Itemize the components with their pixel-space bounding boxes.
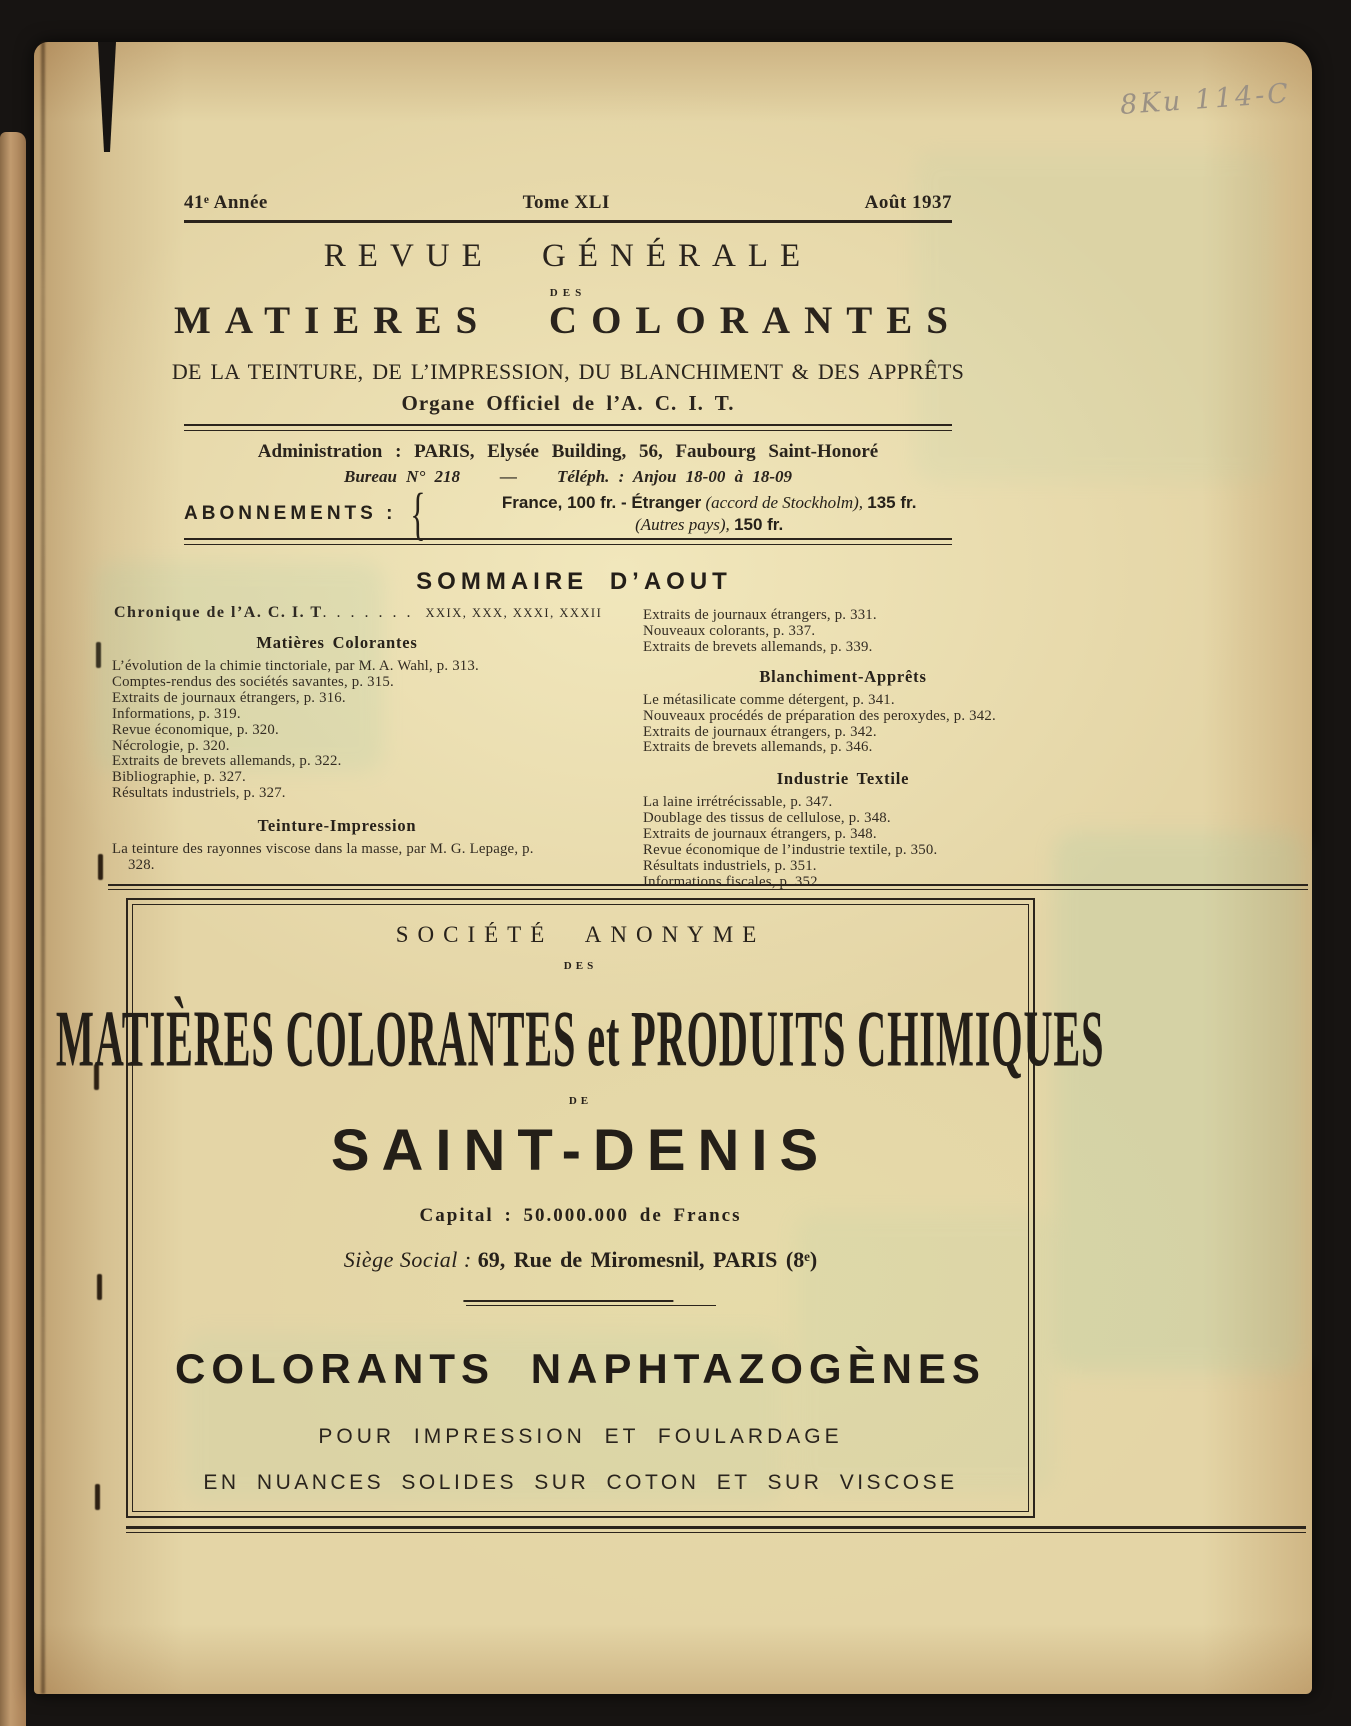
ad-societe-anonyme: SOCIÉTÉ ANONYME: [395, 922, 766, 947]
ad-de: DE: [568, 1095, 593, 1107]
double-rule: [184, 424, 952, 431]
show-through-ghost: [1054, 832, 1304, 1372]
scanned-page: [34, 42, 1312, 1694]
chronique-line: [114, 604, 634, 622]
ad-use-line1: POUR IMPRESSION ET FOULARDAGE: [318, 1425, 843, 1448]
toc-item: Doublage des tissus de cellulose, p. 348.: [643, 810, 891, 827]
book-cover-edge: [0, 132, 26, 1726]
toc-item: Extraits de journaux étrangers, p. 348.: [643, 826, 877, 843]
ad-divider-rule: [466, 1305, 716, 1306]
toc-item: Bibliographie, p. 327.: [112, 769, 246, 786]
issue-volume: Tome XLI: [522, 192, 610, 213]
toc-item: Informations fiscales, p. 352.: [643, 873, 822, 890]
toc-item: Informations, p. 319.: [112, 705, 241, 722]
ad-big-title: MATIÈRES COLORANTES et PRODUITS CHIMIQUES: [56, 994, 1105, 1084]
pencil-annotation: 8Ku 114-C: [1119, 78, 1292, 121]
page-bottom-rule: [126, 1526, 1306, 1533]
toc-item: Extraits de brevets allemands, p. 322.: [112, 753, 342, 770]
toc-section: [112, 816, 562, 874]
brace-glyph: {: [410, 481, 427, 546]
price-line-2: (Autres pays), 150 fr.: [635, 515, 784, 534]
journal-title-line2: MATIERES COLORANTES: [174, 299, 962, 342]
journal-organe: Organe Officiel de l’A. C. I. T.: [401, 391, 735, 415]
journal-title-des: DES: [549, 287, 587, 299]
binding-tear: [92, 42, 122, 152]
toc-item-list: [643, 693, 1043, 757]
toc-section-title: Matières Colorantes: [256, 633, 418, 652]
ad-divider-rule: [463, 1300, 673, 1302]
chronique-pages: XXIX, XXX, XXXI, XXXII: [425, 606, 603, 620]
toc-item: Le métasilicate comme détergent, p. 341.: [643, 691, 895, 708]
bureau-line: [144, 467, 992, 487]
toc-section-title: Teinture-Impression: [257, 816, 417, 836]
advertisement-inner-border: [56, 904, 1105, 1512]
stitch-mark: [98, 854, 103, 880]
toc-item-list: [112, 842, 562, 874]
ad-product-name: COLORANTS NAPHTAZOGÈNES: [175, 1345, 986, 1392]
dot-leader: . . . . . . .: [322, 604, 414, 621]
chronique-label: Chronique de l’A. C. I. T: [114, 604, 323, 621]
toc-item-list: [643, 608, 1043, 656]
toc-item: Extraits de journaux étrangers, p. 342.: [643, 723, 877, 740]
toc-section-title: Industrie Textile: [776, 769, 910, 789]
toc-item: Extraits de brevets allemands, p. 339.: [643, 638, 873, 655]
toc-item: Revue économique de l’industrie textile, p. 350.: [643, 842, 938, 859]
toc-item: La laine irrétrécissable, p. 347.: [643, 794, 833, 811]
issue-date: Août 1937: [864, 192, 952, 213]
toc-item: Extraits de journaux étrangers, p. 316.: [112, 689, 346, 706]
toc-item: Extraits de journaux étrangers, p. 331.: [643, 607, 877, 623]
toc-item: Résultats industriels, p. 351.: [643, 857, 817, 874]
advertisement-box: [56, 898, 1105, 1518]
issue-header: [184, 192, 952, 214]
journal-subtitle: DE LA TEINTURE, DE L’IMPRESSION, DU BLANCHIMENT & DES APPRÊTS: [171, 359, 965, 384]
issue-year: 41ᵉ Année: [184, 192, 268, 213]
toc-item: Comptes-rendus des sociétés savantes, p. 315.: [112, 673, 394, 690]
dash: —: [500, 467, 517, 486]
binding-crease: [41, 42, 45, 1694]
ad-company-name: SAINT-DENIS: [330, 1118, 831, 1183]
toc-section: [643, 667, 1043, 757]
toc-item: L’évolution de la chimie tinctoriale, par M. A. Wahl, p. 313.: [112, 658, 479, 674]
stitch-mark: [95, 1484, 100, 1510]
header-rule: [184, 220, 952, 223]
double-rule: [184, 538, 952, 545]
stitch-mark: [97, 1274, 102, 1300]
toc-item: Nouveaux colorants, p. 337.: [643, 622, 816, 639]
toc-section: [112, 633, 562, 802]
toc-item-list: [112, 659, 562, 802]
sommaire-left-column: [112, 633, 562, 886]
toc-section: [643, 769, 1043, 890]
ad-capital: Capital : 50.000.000 de Francs: [419, 1205, 742, 1226]
sommaire-heading: SOMMAIRE D’AOUT: [416, 568, 732, 595]
toc-item: Résultats industriels, p. 327.: [112, 785, 286, 802]
toc-item: La teinture des rayonnes viscose dans la masse, par M. G. Lepage, p. 328.: [112, 841, 534, 874]
administration-line: Administration : PARIS, Elysée Building, 56, Faubourg Saint-Honoré: [257, 441, 879, 462]
price-line-1: France, 100 fr. - Étranger (accord de Stockholm), 135 fr.: [501, 493, 917, 512]
toc-item: Nouveaux procédés de préparation des peroxydes, p. 342.: [643, 707, 996, 724]
ad-use-line2: EN NUANCES SOLIDES SUR COTON ET SUR VISCOSE: [203, 1471, 958, 1494]
toc-item: Nécrologie, p. 320.: [112, 737, 230, 754]
toc-item: Revue économique, p. 320.: [112, 721, 279, 738]
telephone: Téléph. : Anjou 18-00 à 18-09: [557, 467, 792, 486]
toc-section-title: Blanchiment-Apprêts: [759, 666, 927, 686]
abonnements-label: ABONNEMENTS :: [184, 503, 397, 524]
abonnements-prices: [434, 492, 984, 536]
section-separator-rule: [108, 884, 1308, 890]
toc-item-list: [643, 795, 1043, 890]
bureau-number: Bureau N° 218: [344, 467, 460, 486]
abonnements-block: [184, 481, 984, 546]
toc-item: Extraits de brevets allemands, p. 346.: [643, 739, 873, 756]
ad-des: DES: [563, 960, 598, 972]
sommaire-right-column: [643, 608, 1043, 903]
journal-title-line1: REVUE GÉNÉRALE: [323, 238, 813, 274]
ad-siege-social: Siège Social : 69, Rue de Miromesnil, PARIS (8ᵉ): [343, 1247, 818, 1272]
